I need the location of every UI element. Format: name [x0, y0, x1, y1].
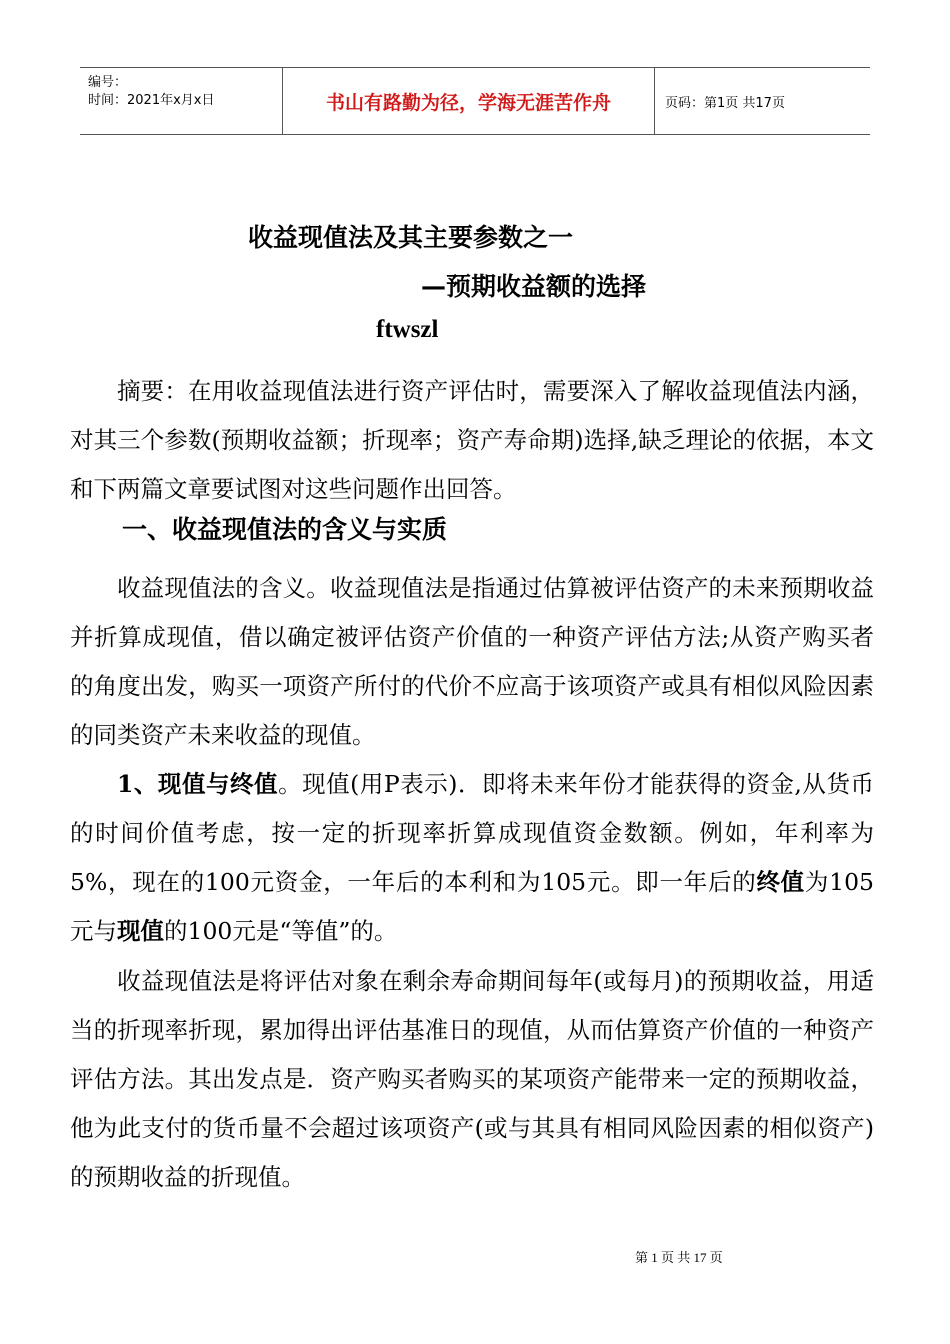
present-value-paragraph	[70, 760, 874, 956]
definition-paragraph: 收益现值法的含义。收益现值法是指通过估算被评估资产的未来预期收益并折算成现值，借以确定被评估资产价值的一种资产评估方法;从资产购买者的角度出发，购买一项资产所付的代价不应高于该项资产或具有相似风险因素的同类资产未来收益的现值。	[70, 574, 874, 749]
serial-label: 编号：	[88, 75, 128, 90]
abstract-paragraph: 摘要：在用收益现值法进行资产评估时，需要深入了解收益现值法内涵，对其三个参数(预期收益额；折现率；资产寿命期)选择,缺乏理论的依据，本文和下两篇文章要试图对这些问题作出回答。	[70, 377, 874, 503]
page-footer: 第 1 页 共 17 页	[635, 1250, 723, 1265]
header-meta	[80, 68, 283, 134]
term-future-value: 终值	[756, 868, 805, 896]
author-name: ftwszl	[376, 316, 439, 343]
header-motto: 书山有路勤为径，学海无涯苦作舟	[283, 68, 655, 134]
document-subtitle: —预期收益额的选择	[421, 272, 647, 301]
paragraph-text: 的100元是“等值”的。	[164, 917, 398, 945]
page-header	[80, 67, 870, 135]
paragraph-text: 为105元与	[70, 868, 875, 945]
term-present-value: 现值	[117, 917, 164, 945]
time-label: 时间：2021年x月x日	[88, 93, 215, 108]
subheading-present-future-value: 1、现值与终值	[117, 770, 279, 798]
header-page-info: 页码：第1页 共17页	[665, 95, 785, 111]
document-title: 收益现值法及其主要参数之一	[248, 223, 574, 252]
section-heading: 一、收益现值法的含义与实质	[122, 515, 448, 544]
paragraph-text: 。现值(用P表示)．即将未来年份才能获得的资金,从货币的时间价值考虑，按一定的折现率折算成现值资金数额。例如，年利率为5%，现在的100元资金，一年后的本利和为105元。即一年后的	[70, 770, 874, 896]
method-paragraph: 收益现值法是将评估对象在剩余寿命期间每年(或每月)的预期收益，用适当的折现率折现，累加得出评估基准日的现值，从而估算资产价值的一种资产评估方法。其出发点是．资产购买者购买的某项资产能带来一定的预期收益，他为此支付的货币量不会超过该项资产(或与其具有相同风险因素的相似资产)的预期收益的折现值。	[70, 967, 874, 1191]
